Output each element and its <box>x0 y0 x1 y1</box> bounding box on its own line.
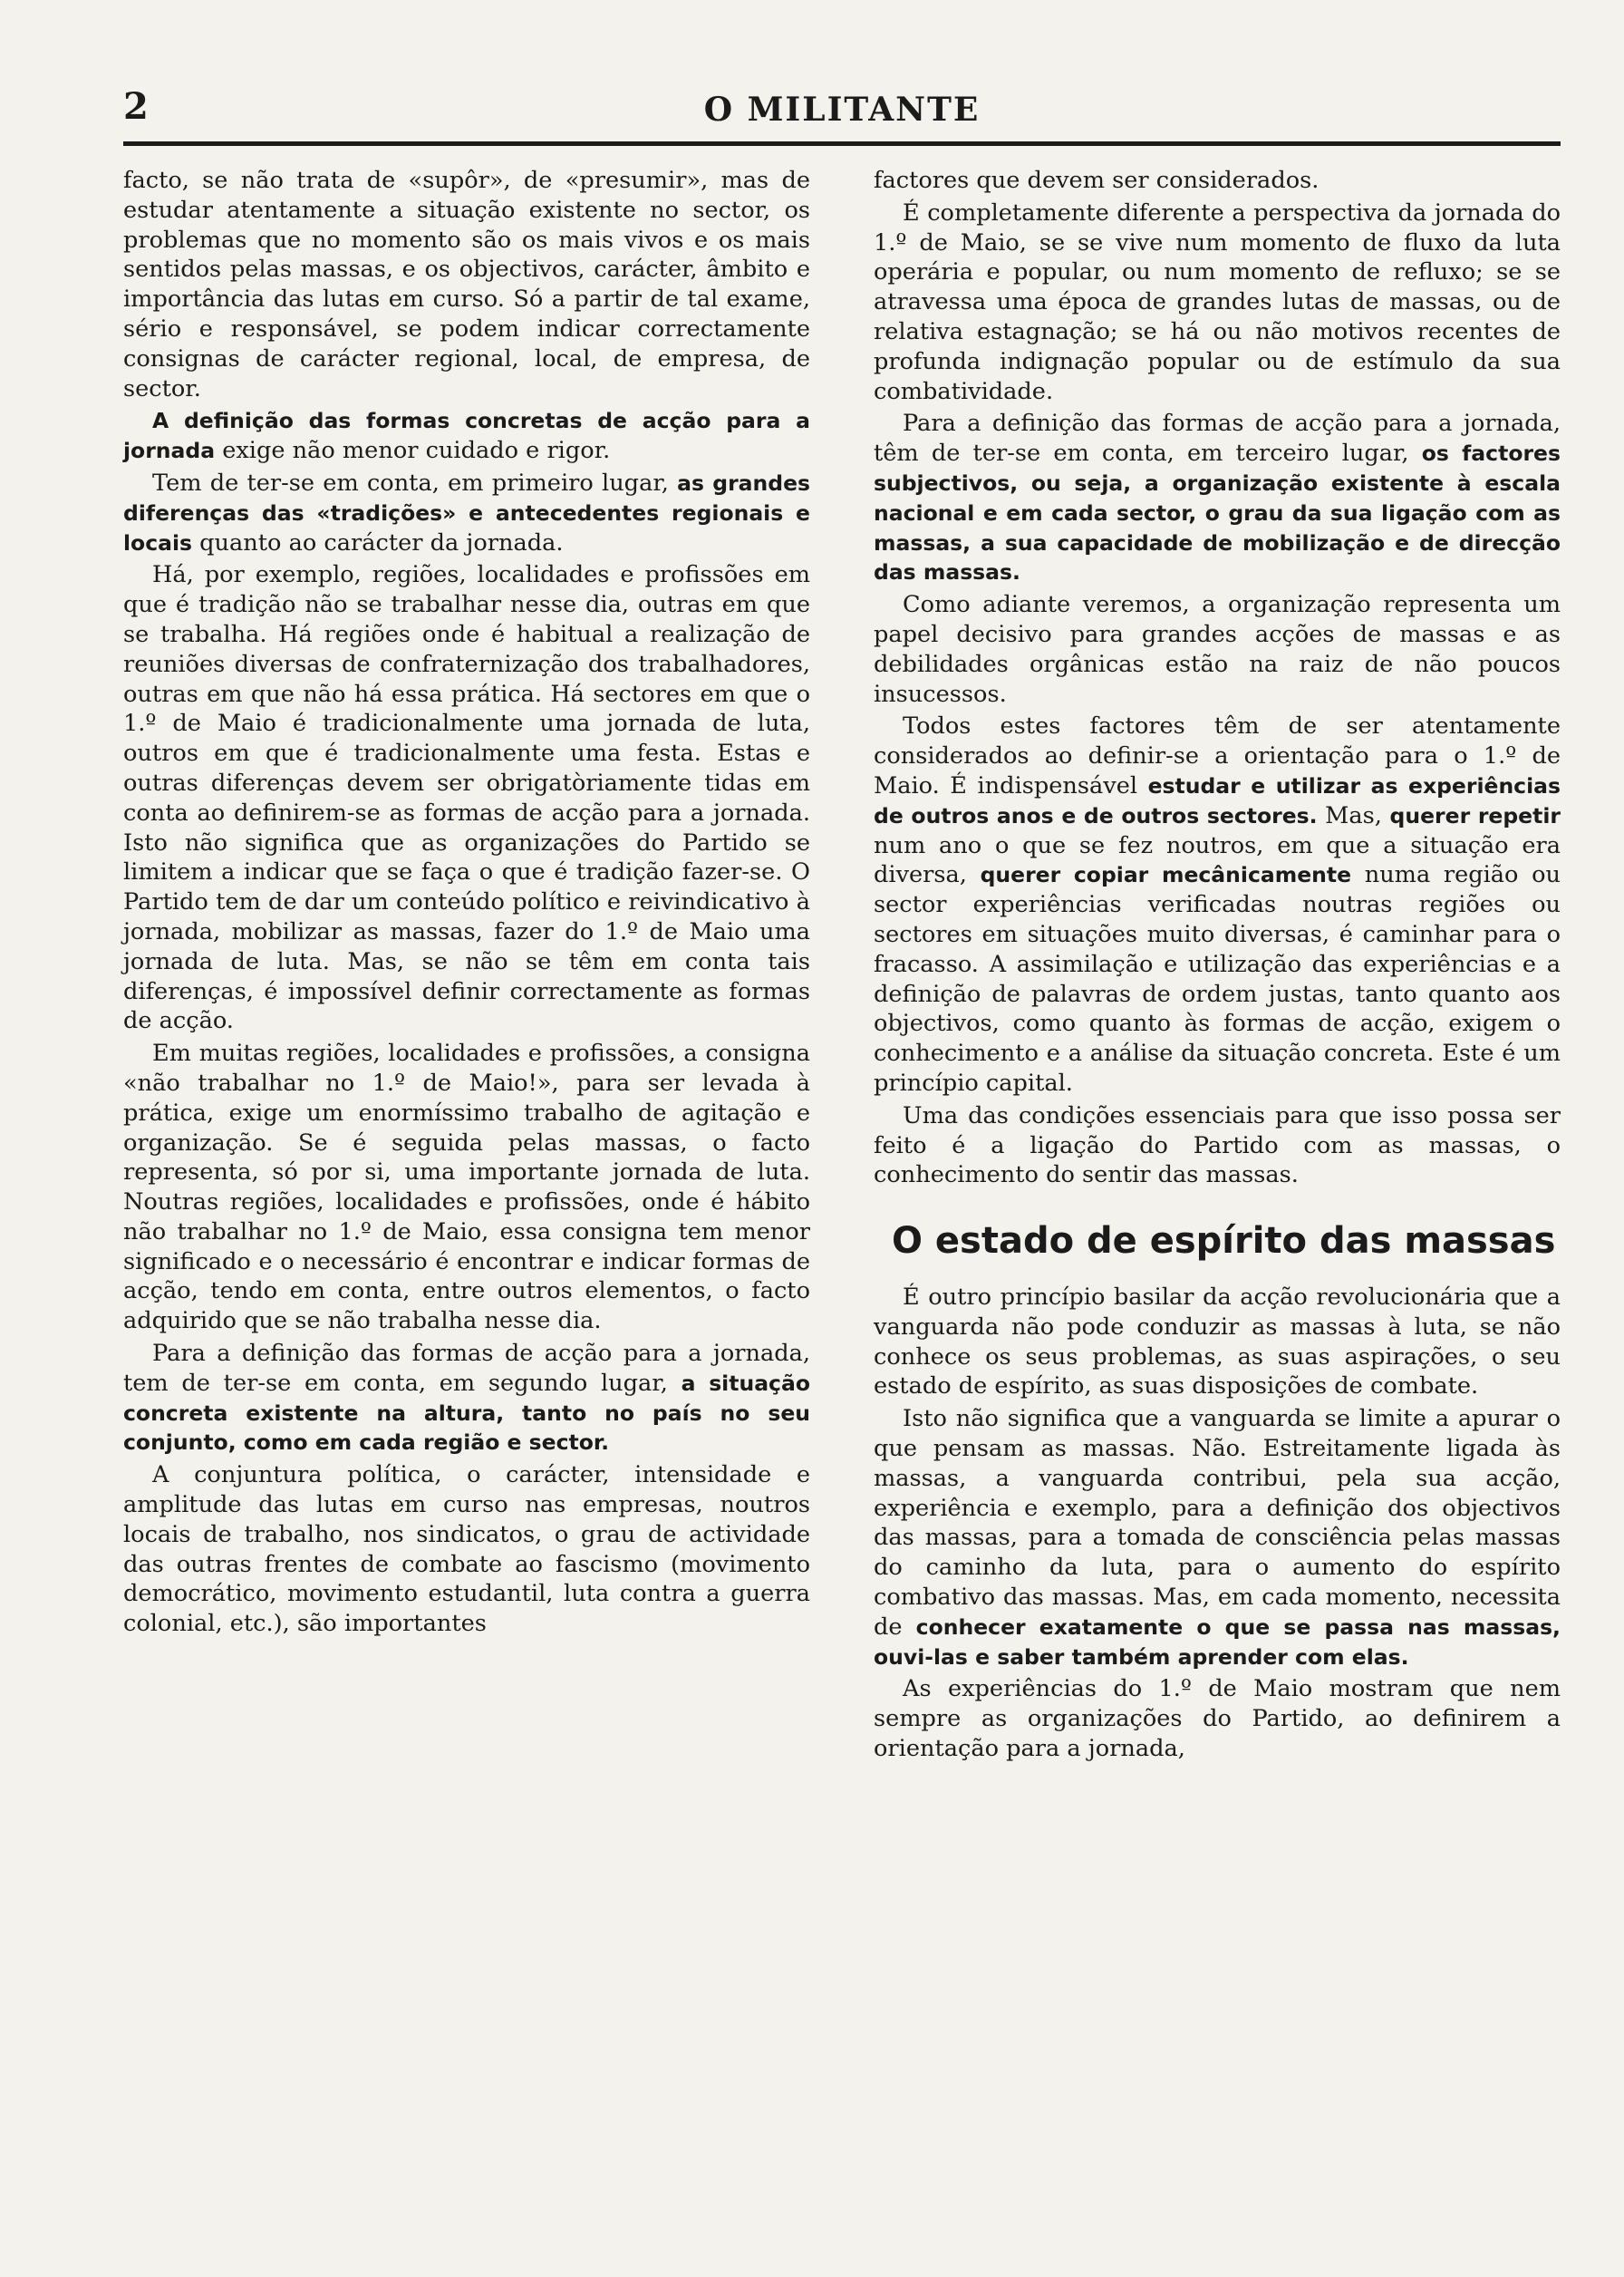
left-column <box>123 166 810 1767</box>
text-run: Todos estes factores têm de ser atentamente considerados ao definir-se a orientação para o 1.º de Maio. É indispensável <box>874 712 1561 799</box>
bold-text: as grandes diferenças das «tradições» e antecedentes regionais e locais <box>123 470 810 556</box>
text-run: num ano o que se fez noutros, em que a situação era diversa, <box>874 831 1561 889</box>
text-run: Para a definição das formas de acção para a jornada, tem de ter-se em conta, em segundo lugar, <box>123 1340 810 1397</box>
text-run: As experiências do 1.º de Maio mostram que nem sempre as organizações do Partido, ao definirem a orientação para a jornada, <box>874 1675 1561 1763</box>
bold-text: querer copiar mecânicamente <box>980 862 1352 888</box>
bold-text: estudar e utilizar as experiências de outros anos e de outros sectores. <box>874 772 1561 828</box>
article-paragraph <box>123 166 810 403</box>
text-run: Mas, <box>1317 801 1390 829</box>
page-number: 2 <box>123 85 149 128</box>
header-rule <box>123 141 1561 146</box>
article-paragraph <box>874 1283 1561 1401</box>
article-paragraph <box>874 409 1561 587</box>
text-run: Uma das condições essenciais para que isso possa ser feito é a ligação do Partido com as massas, o conhecimento do sentir das massas. <box>874 1101 1561 1189</box>
text-run: Como adiante veremos, a organização representa um papel decisivo para grandes acções de massas e as debilidades orgânicas estão na raiz de não poucos insucessos. <box>874 591 1561 708</box>
text-run: A conjuntura política, o carácter, intensidade e amplitude das lutas em curso nas empresas, noutros locais de trabalho, nos sindicatos, o grau de actividade das outras frentes de combate ao fascismo (movimento democrático, movimento estudantil, luta contra a guerra colonial, etc.), são importantes <box>123 1461 810 1638</box>
article-paragraph <box>123 1039 810 1336</box>
text-run: Há, por exemplo, regiões, localidades e profissões em que é tradição não se trabalhar nesse dia, outras em que se trabalha. Há regiões onde é habitual a realização de reuniões diversas de confraternização dos trabalhadores, outras em que não há essa prática. Há sectores em que o 1.º de Maio é tradicionalmente uma jornada de luta, outros em que é tradicionalmente uma festa. Estas e outras diferenças devem ser obrigatòriamente tidas em conta ao definirem-se as formas de acção para a jornada. Isto não significa que as organizações do Partido se limitem a indicar que se faça o que é tradição fazer-se. O Partido tem de dar um conteúdo político e reivindicativo à jornada, mobilizar as massas, fazer do 1.º de Maio uma jornada de luta. Mas, se não se têm em conta tais diferenças, é impossível definir correctamente as formas de acção. <box>123 561 810 1035</box>
article-paragraph <box>874 199 1561 407</box>
bold-text: conhecer exatamente o que se passa nas massas, ouvi-las e saber também aprender com elas. <box>874 1613 1561 1670</box>
bold-text: querer repetir <box>1389 802 1561 828</box>
article-paragraph <box>123 560 810 1036</box>
article-paragraph <box>123 1460 810 1639</box>
article-paragraph <box>874 1404 1561 1671</box>
journal-title: O MILITANTE <box>703 91 981 129</box>
text-run: factores que devem ser considerados. <box>874 167 1320 194</box>
section-heading: O estado de espírito das massas <box>892 1220 1556 1263</box>
article-paragraph <box>874 1674 1561 1763</box>
article-paragraph <box>874 590 1561 709</box>
text-run: Em muitas regiões, localidades e profissões, a consigna «não trabalhar no 1.º de Maio!», para ser levada à prática, exige um enormíssimo trabalho de agitação e organização. Se é seguida pelas massas, o facto representa, só por si, uma importante jornada de luta. Noutras regiões, localidades e profissões, onde é hábito não trabalhar no 1.º de Maio, essa consigna tem menor significado e o necessário é encontrar e indicar formas de acção, tendo em conta, entre outros elementos, o facto adquirido que se não trabalha nesse dia. <box>123 1040 810 1335</box>
article-paragraph <box>123 406 810 466</box>
right-column <box>874 166 1561 1767</box>
article-paragraph <box>123 469 810 557</box>
text-run: É outro princípio basilar da acção revolucionária que a vanguarda não pode conduzir as massas à luta, se não conhece os seus problemas, as suas aspirações, o seu estado de espírito, as suas disposições de combate. <box>874 1284 1561 1400</box>
text-run: numa região ou sector experiências verificadas noutras regiões ou sectores em situações muito diversas, é caminhar para o fracasso. A assimilação e utilização das experiências e a definição de palavras de ordem justas, tanto quanto aos objectivos, como quanto às formas de acção, exigem o conhecimento e a análise da situação concreta. Este é um princípio capital. <box>874 861 1561 1097</box>
text-run: Para a definição das formas de acção para a jornada, têm de ter-se em conta, em terceiro lugar, <box>874 410 1561 468</box>
text-run: quanto ao carácter da jornada. <box>192 528 564 557</box>
text-run: Tem de ter-se em conta, em primeiro lugar, <box>152 469 678 497</box>
bold-text: A definição das formas concretas de acção para a jornada <box>123 408 810 464</box>
article-paragraph <box>874 166 1561 196</box>
text-run: facto, se não trata de «supôr», de «presumir», mas de estudar atentamente a situação existente no sector, os problemas que no momento são os mais vivos e os mais sentidos pelas massas, e os objectivos, carácter, âmbito e importância das lutas em curso. Só a partir de tal exame, sério e responsável, se podem indicar correctamente consignas de carácter regional, local, de empresa, de sector. <box>123 167 810 402</box>
text-run: exige não menor cuidado e rigor. <box>215 437 611 465</box>
article-paragraph <box>874 712 1561 1098</box>
article-paragraph <box>874 1101 1561 1190</box>
page-header <box>123 78 1561 134</box>
text-run: Isto não significa que a vanguarda se limite a apurar o que pensam as massas. Não. Estreitamente ligada às massas, a vanguarda contribui, pela sua acção, experiência e exemplo, para a definição dos objectivos das massas, para a tomada de consciência pelas massas do caminho da luta, para o aumento do espírito combativo das massas. Mas, em cada momento, necessita de <box>874 1405 1561 1641</box>
article-columns <box>123 166 1561 1767</box>
article-paragraph <box>123 1339 810 1458</box>
bold-text: a situação concreta existente na altura, tanto no país no seu conjunto, como em cada região e sector. <box>123 1370 810 1456</box>
bold-text: os factores subjectivos, ou seja, a organização existente à escala nacional e em cada sector, o grau da sua ligação com as massas, a sua capacidade de mobilização e de direcção das massas. <box>874 441 1561 586</box>
text-run: É completamente diferente a perspectiva da jornada do 1.º de Maio, se se vive num momento de fluxo da luta operária e popular, ou num momento de refluxo; se se atravessa uma época de grandes lutas de massas, ou de relativa estagnação; se há ou não motivos recentes de profunda indignação popular ou de estímulo da sua combatividade. <box>874 199 1561 405</box>
